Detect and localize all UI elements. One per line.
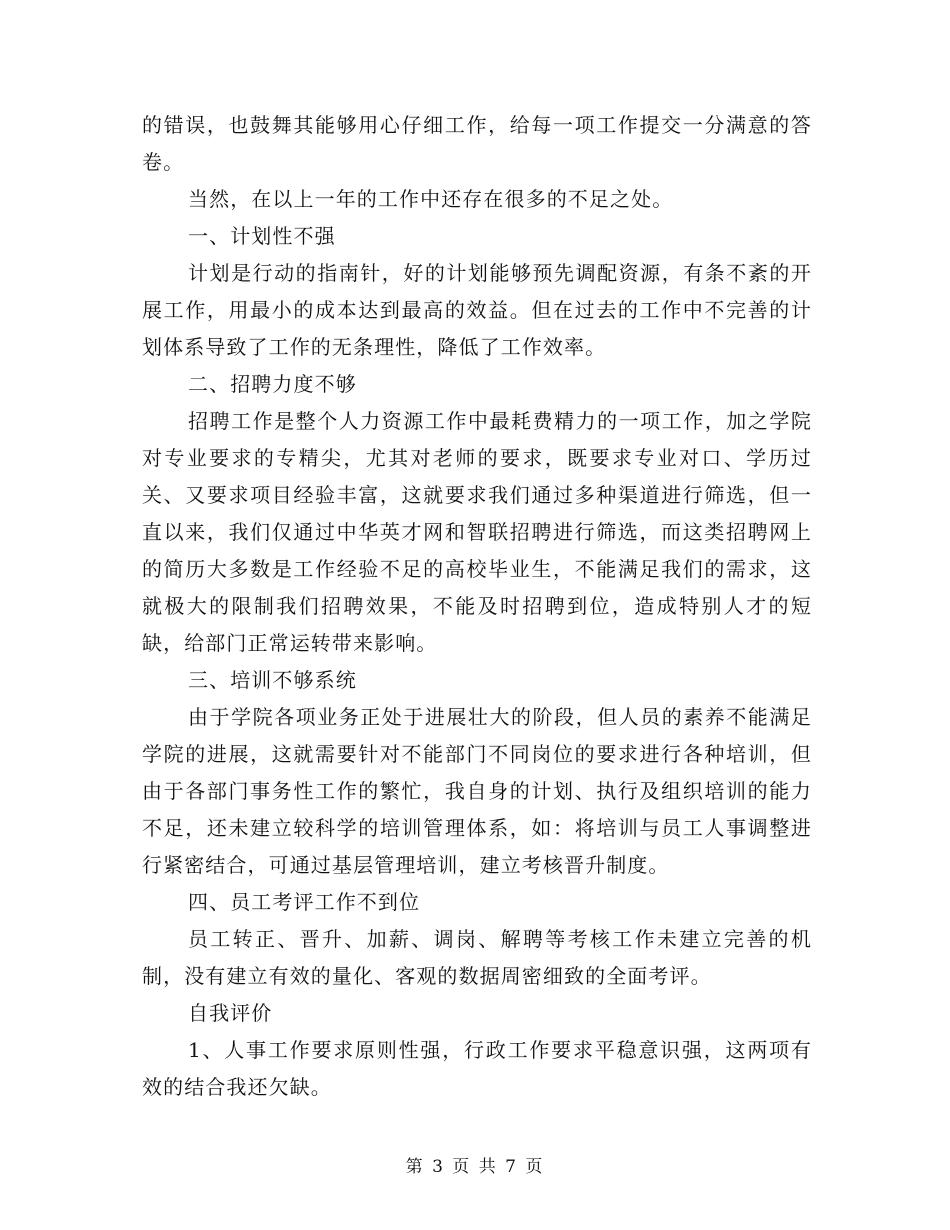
heading-planning: 一、计划性不强 [188, 224, 336, 248]
heading-self-assessment: 自我评价 [188, 1001, 273, 1025]
paragraph-intro-shortcomings: 当然，在以上一年的工作中还存在很多的不足之处。 [188, 187, 674, 211]
paragraph-self-assessment-1: 1、人事工作要求原则性强，行政工作要求平稳意识强，这两项有效的结合我还欠缺。 [142, 1038, 812, 1099]
paragraph-planning: 计划是行动的指南针，好的计划能够预先调配资源，有条不紊的开展工作，用最小的成本达到最高的效益。但在过去的工作中不完善的计划体系导致了工作的无条理性，降低了工作效率。 [142, 261, 812, 359]
document-body [142, 107, 812, 1106]
heading-training: 三、培训不够系统 [188, 668, 357, 692]
paragraph-training: 由于学院各项业务正处于进展壮大的阶段，但人员的素养不能满足学院的进展，这就需要针对不能部门不同岗位的要求进行各种培训，但由于各部门事务性工作的繁忙，我自身的计划、执行及组织培训的能力不足，还未建立较科学的培训管理体系，如：将培训与员工人事调整进行紧密结合，可通过基层管理培训，建立考核晋升制度。 [142, 705, 812, 877]
heading-evaluation: 四、员工考评工作不到位 [188, 890, 421, 914]
paragraph-evaluation: 员工转正、晋升、加薪、调岗、解聘等考核工作未建立完善的机制，没有建立有效的量化、客观的数据周密细致的全面考评。 [142, 927, 812, 988]
paragraph-recruitment: 招聘工作是整个人力资源工作中最耗费精力的一项工作，加之学院对专业要求的专精尖，尤其对老师的要求，既要求专业对口、学历过关、又要求项目经验丰富，这就要求我们通过多种渠道进行筛选，但一直以来，我们仅通过中华英才网和智联招聘进行筛选，而这类招聘网上的简历大多数是工作经验不足的高校毕业生，不能满足我们的需求，这就极大的限制我们招聘效果，不能及时招聘到位，造成特别人才的短缺，给部门正常运转带来影响。 [142, 409, 812, 655]
heading-recruitment: 二、招聘力度不够 [188, 372, 357, 396]
page-number-footer: 第 3 页 共 7 页 [405, 1157, 545, 1177]
paragraph-continuation: 的错误，也鼓舞其能够用心仔细工作，给每一项工作提交一分满意的答卷。 [142, 113, 812, 174]
